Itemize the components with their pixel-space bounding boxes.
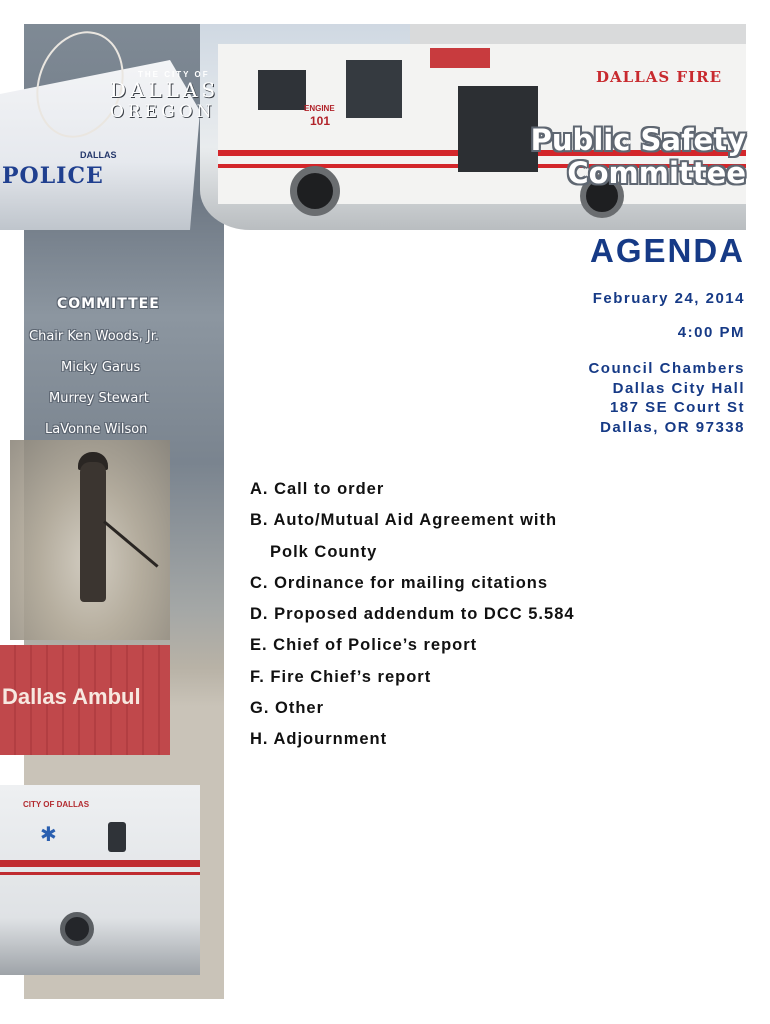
committee-title-line2: Committee	[567, 156, 746, 190]
agenda-item: H. Adjournment	[250, 730, 388, 749]
engine-label: ENGINE	[304, 104, 335, 113]
engine-number: 101	[310, 114, 331, 128]
firefighter-figure	[80, 462, 106, 602]
star-of-life-icon: ✱	[40, 824, 57, 846]
ambulance-building-sign: Dallas Ambul	[2, 684, 141, 709]
police-car-label: POLICE	[2, 163, 104, 189]
ambulance-window	[108, 822, 126, 852]
truck-roof	[410, 24, 746, 46]
committee-title	[300, 124, 746, 190]
agenda-title: AGENDA	[589, 232, 745, 269]
location-line: Council Chambers	[588, 360, 745, 377]
committee-member: Chair Ken Woods, Jr.	[29, 329, 160, 344]
dallas-fire-text: DALLAS FIRE	[596, 68, 722, 86]
logo-state-name: OREGON	[110, 102, 216, 122]
agenda-item: A. Call to order	[250, 480, 385, 498]
agenda-item-continuation: Polk County	[270, 542, 378, 561]
location-line: Dallas City Hall	[612, 379, 745, 397]
logo-city-name: DALLAS	[110, 78, 220, 102]
agenda-item: E. Chief of Police’s report	[250, 636, 478, 655]
ambulance-stripe	[0, 860, 200, 867]
logo-small-text: THE CITY OF	[138, 70, 210, 79]
agenda-item: C. Ordinance for mailing citations	[250, 573, 549, 592]
ambulance-photo	[0, 785, 200, 975]
committee-member: LaVonne Wilson	[45, 422, 148, 437]
committee-heading: COMMITTEE	[57, 296, 160, 312]
agenda-list	[250, 474, 575, 756]
committee-title-line1: Public Safety	[530, 123, 746, 157]
agenda-item: F. Fire Chief’s report	[250, 667, 432, 686]
police-car-small-text: DALLAS	[80, 150, 117, 160]
agenda-item: G. Other	[250, 699, 325, 718]
meeting-time: 4:00 PM	[677, 324, 745, 341]
ambulance-seal-text: CITY OF DALLAS	[22, 800, 90, 809]
ambulance-stripe-thin	[0, 872, 200, 875]
ambulance-wheel	[60, 912, 94, 946]
truck-cab-window	[346, 60, 402, 118]
city-logo	[28, 30, 218, 140]
location-line: Dallas, OR 97338	[600, 418, 745, 436]
committee-member: Micky Garus	[61, 360, 141, 375]
meeting-date: February 24, 2014	[592, 290, 745, 307]
meeting-location	[588, 359, 745, 437]
truck-light	[430, 48, 490, 68]
location-line: 187 SE Court St	[609, 399, 745, 416]
truck-cab-window	[258, 70, 306, 110]
agenda-item: B. Auto/Mutual Aid Agreement with	[250, 511, 558, 530]
committee-member: Murrey Stewart	[49, 391, 149, 406]
agenda-item: D. Proposed addendum to DCC 5.584	[250, 605, 575, 624]
